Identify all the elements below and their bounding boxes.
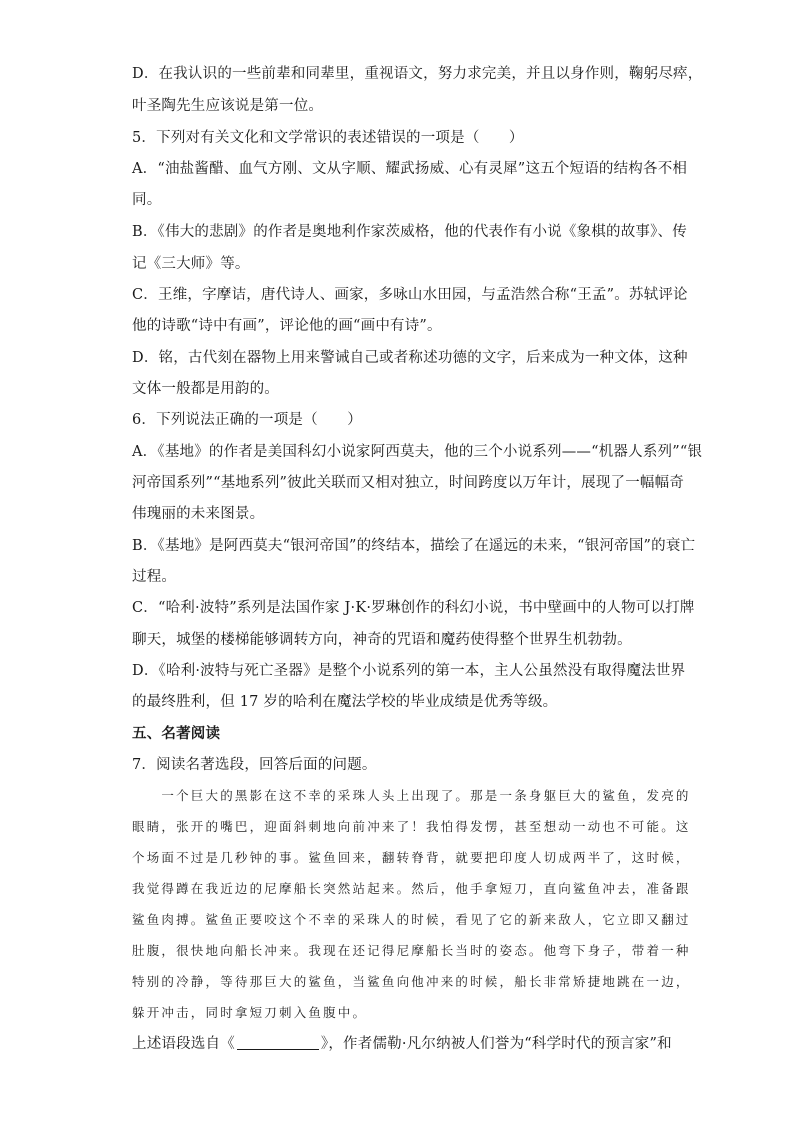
excerpt-line-6: 肚腹，很快地向船长冲来。我现在还记得尼摩船长当时的姿态。他弯下身子，带着一种 xyxy=(132,943,691,958)
q6-option-d-line-2: 的最终胜利，但 17 岁的哈利在魔法学校的毕业成绩是优秀等级。 xyxy=(132,694,558,710)
q6-option-a-line-3: 伟瑰丽的未来图景。 xyxy=(132,506,265,522)
q6-option-b-line-2: 过程。 xyxy=(132,569,177,585)
q5-option-d-line-2: 文体一般都是用韵的。 xyxy=(132,381,279,397)
excerpt-line-1: 一个巨大的黑影在这不幸的采珠人头上出现了。那是一条身躯巨大的鲨鱼，发亮的 xyxy=(132,788,691,803)
question-5: 5．下列对有关文化和文学常识的表述错误的一项是（ ） xyxy=(132,130,524,146)
excerpt-line-7: 特别的冷静，等待那巨大的鲨鱼，当鲨鱼向他冲来的时候，船长非常矫捷地跳在一边， xyxy=(132,974,691,989)
q5-option-c-line-1: C．王维，字摩诘，唐代诗人、画家，多咏山水田园，与孟浩然合称“王孟”。苏轼评论 xyxy=(132,287,688,303)
excerpt-line-8: 躲开冲击，同时拿短刀刺入鱼腹中。 xyxy=(132,1005,368,1020)
q6-option-a-line-2: 河帝国系列”“基地系列”彼此关联而又相对独立，时间跨度以万年计，展现了一幅幅奇 xyxy=(132,475,685,491)
excerpt-line-4: 我觉得蹲在我近边的尼摩船长突然站起来。然后，他手拿短刀，直向鲨鱼冲去，准备跟 xyxy=(132,881,691,896)
q5-option-b-line-1: B．《伟大的悲剧》的作者是奥地利作家茨威格，他的代表作有小说《象棋的故事》、传 xyxy=(132,224,687,240)
answer-blank[interactable] xyxy=(237,1035,319,1050)
q5-option-a-line-2: 同。 xyxy=(132,192,162,208)
section-heading: 五、名著阅读 xyxy=(132,725,221,742)
q5-option-a-line-1: A．“油盐酱醋、血气方刚、文从字顺、耀武扬威、心有灵犀”这五个短语的结构各不相 xyxy=(132,161,688,177)
question-7: 7．阅读名著选段，回答后面的问题。 xyxy=(132,757,377,773)
q6-option-b-line-1: B．《基地》是阿西莫夫“银河帝国”的终结本，描绘了在遥远的未来，“银河帝国”的衰亡 xyxy=(132,538,696,554)
final-suffix: 》，作者儒勒·凡尔纳被人们誉为“科学时代的预言家”和 xyxy=(320,1036,672,1052)
q6-option-c-line-1: C．“哈利·波特”系列是法国作家 J·K·罗琳创作的科幻小说，书中壁画中的人物可以打牌 xyxy=(132,600,695,616)
excerpt-line-2: 眼睛，张开的嘴巴，迎面斜刺地向前冲来了！我怕得发愣，甚至想动一动也不可能。这 xyxy=(132,819,691,834)
q6-option-d-line-1: D．《哈利·波特与死亡圣器》是整个小说系列的第一本，主人公虽然没有取得魔法世界 xyxy=(132,663,686,679)
question-6: 6．下列说法正确的一项是（ ） xyxy=(132,412,362,428)
q5-option-d-line-1: D．铭，古代刻在器物上用来警诫自己或者称述功德的文字，后来成为一种文体，这种 xyxy=(132,350,688,366)
final-prefix: 上述语段选自《 xyxy=(132,1036,235,1052)
option-d-line-2: 叶圣陶先生应该说是第一位。 xyxy=(132,98,324,114)
option-d-line-1: D．在我认识的一些前辈和同辈里，重视语文，努力求完美，并且以身作则，鞠躬尽瘁， xyxy=(132,66,703,82)
q6-option-c-line-2: 聊天，城堡的楼梯能够调转方向，神奇的咒语和魔药使得整个世界生机勃勃。 xyxy=(132,632,632,648)
final-question-line xyxy=(132,1034,672,1054)
q5-option-c-line-2: 他的诗歌“诗中有画”，评论他的画“画中有诗”。 xyxy=(132,318,442,334)
q5-option-b-line-2: 记《三大师》等。 xyxy=(132,256,250,272)
excerpt-line-5: 鲨鱼肉搏。鲨鱼正要咬这个不幸的采珠人的时候，看见了它的新来敌人，它立即又翻过 xyxy=(132,912,691,927)
excerpt-line-3: 个场面不过是几秒钟的事。鲨鱼回来，翻转脊背，就要把印度人切成两半了，这时候， xyxy=(132,850,691,865)
q6-option-a-line-1: A．《基地》的作者是美国科幻小说家阿西莫夫，他的三个小说系列——“机器人系列”“银 xyxy=(132,444,703,460)
